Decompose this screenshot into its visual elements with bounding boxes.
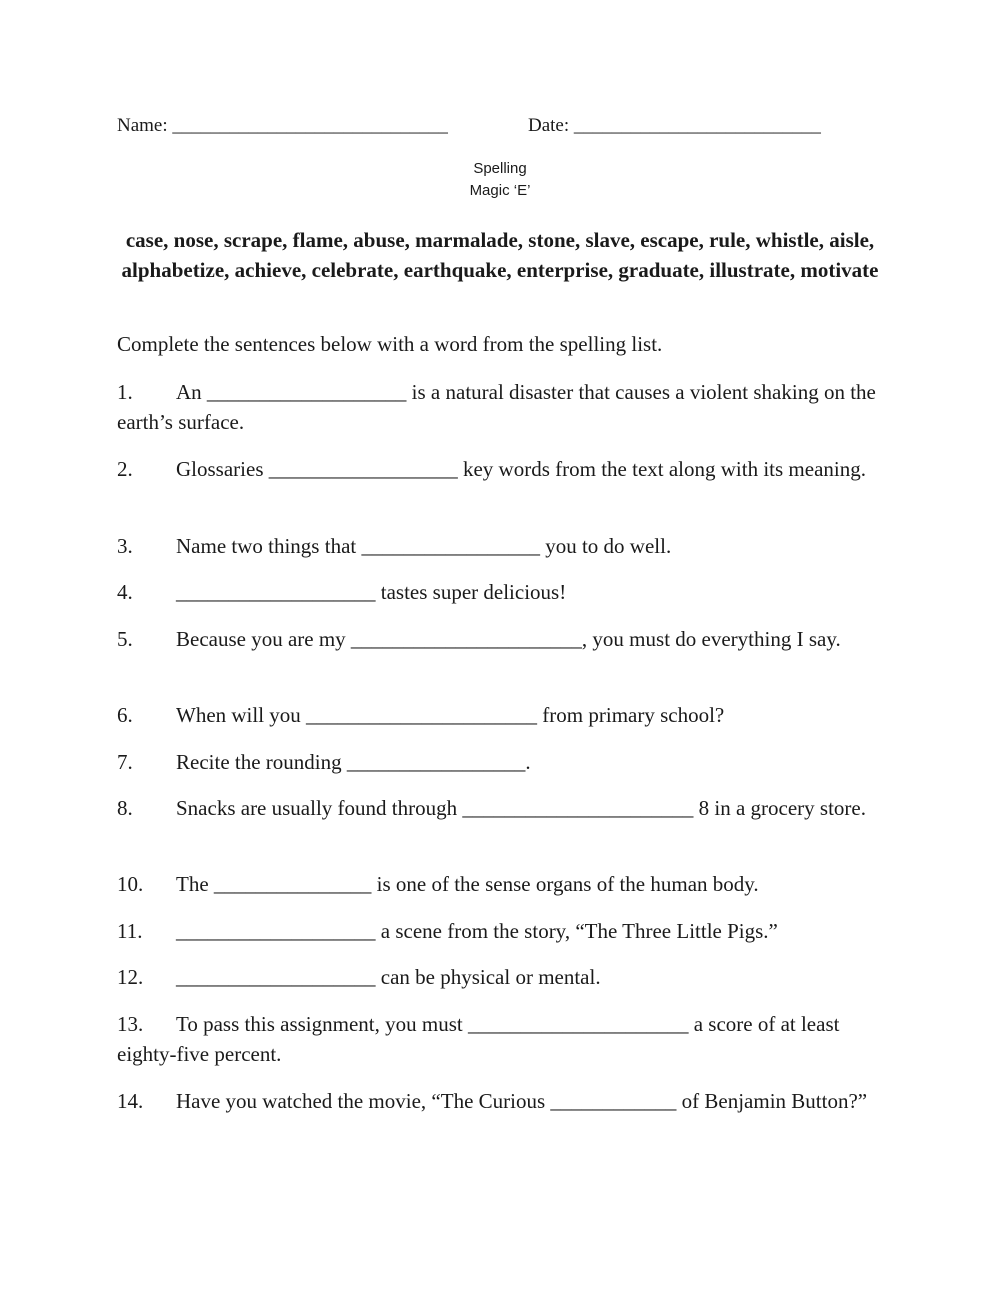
question-text: ___________________ a scene from the story, “The Three Little Pigs.”: [176, 919, 778, 943]
question-10: [117, 869, 897, 899]
question-8: [117, 793, 897, 823]
question-text: Have you watched the movie, “The Curious ____________ of Benjamin Button?”: [176, 1089, 868, 1113]
question-14: [117, 1086, 897, 1116]
question-number: 14.: [117, 1089, 144, 1113]
question-11: [117, 916, 897, 946]
question-text: An ___________________ is a natural disaster that causes a violent shaking on the earth’s surface.: [117, 380, 876, 434]
question-2: [117, 454, 897, 484]
question-number: 11.: [117, 919, 143, 943]
instructions: Complete the sentences below with a word from the spelling list.: [117, 332, 663, 356]
question-text: Glossaries __________________ key words from the text along with its meaning.: [176, 457, 866, 481]
question-text: To pass this assignment, you must _____________________ a score of at least eighty-five percent.: [117, 1012, 840, 1066]
name-field: Name: _____________________________: [117, 115, 448, 136]
question-number: 1.: [117, 380, 133, 404]
question-5: [117, 624, 897, 654]
question-text: Because you are my ______________________, you must do everything I say.: [176, 627, 841, 651]
question-text: ___________________ can be physical or mental.: [176, 965, 601, 989]
question-number: 10.: [117, 872, 144, 896]
question-text: Snacks are usually found through ______________________ 8 in a grocery store.: [176, 796, 866, 820]
question-7: [117, 747, 897, 777]
title-line-2: Magic ‘E’: [469, 182, 531, 199]
question-text: When will you ______________________ from primary school?: [176, 703, 725, 727]
question-number: 4.: [117, 580, 133, 604]
question-number: 2.: [117, 457, 133, 481]
question-3: [117, 531, 897, 561]
question-text: Recite the rounding _________________.: [176, 750, 531, 774]
question-number: 3.: [117, 534, 133, 558]
date-field: Date: __________________________: [528, 115, 821, 136]
question-number: 13.: [117, 1012, 144, 1036]
question-number: 7.: [117, 750, 133, 774]
question-text: The _______________ is one of the sense organs of the human body.: [176, 872, 759, 896]
question-6: [117, 700, 897, 730]
spelling-word-list: case, nose, scrape, flame, abuse, marmalade, stone, slave, escape, rule, whistle, aisle, alphabetize, achieve, celebrate, earthquake, enterprise, graduate, illustrate, motivate: [121, 228, 879, 282]
question-4: [117, 577, 897, 607]
question-number: 8.: [117, 796, 133, 820]
question-number: 5.: [117, 627, 133, 651]
question-12: [117, 962, 897, 992]
question-text: ___________________ tastes super delicious!: [176, 580, 567, 604]
question-number: 12.: [117, 965, 144, 989]
question-13: [117, 1009, 897, 1069]
title-line-1: Spelling: [473, 160, 527, 177]
question-number: 6.: [117, 703, 133, 727]
question-text: Name two things that _________________ you to do well.: [176, 534, 672, 558]
question-1: [117, 377, 897, 437]
